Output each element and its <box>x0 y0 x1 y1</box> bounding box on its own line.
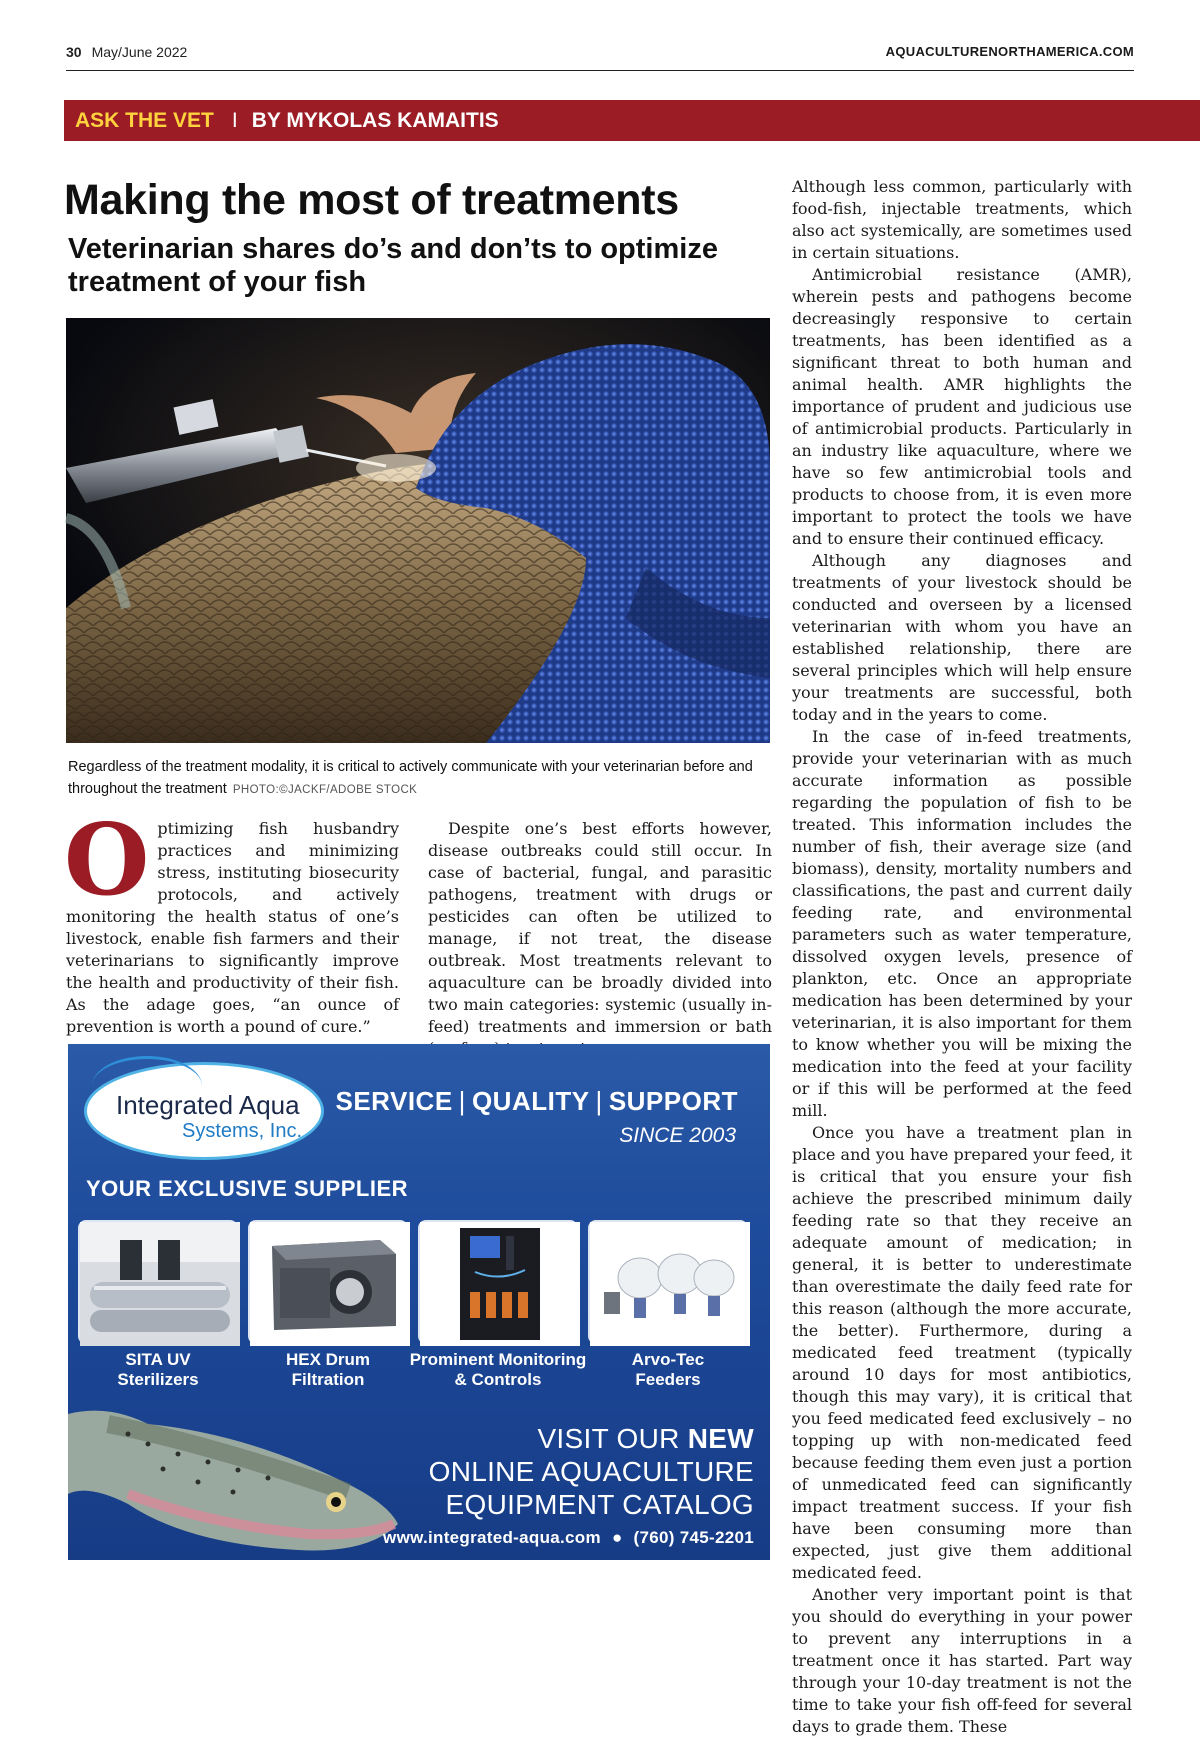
product-label: Prominent Monitoring & Controls <box>409 1350 587 1389</box>
product-image-uv[interactable] <box>78 1220 238 1344</box>
control-panel-icon <box>420 1222 580 1346</box>
ad-contact <box>383 1528 754 1548</box>
body-column-3 <box>792 176 1132 1738</box>
ad-supplier-heading: YOUR EXCLUSIVE SUPPLIER <box>86 1176 409 1201</box>
ad-tagline: SERVICE | QUALITY | SUPPORT <box>335 1086 738 1116</box>
page-folio <box>66 44 187 60</box>
ad-phone[interactable]: (760) 745-2201 <box>633 1528 754 1547</box>
site-url[interactable]: AQUACULTURENORTHAMERICA.COM <box>885 44 1134 59</box>
body-column-1 <box>64 803 399 1038</box>
ad-website-link[interactable]: www.integrated-aqua.com <box>383 1528 601 1547</box>
fish-injection-illustration <box>66 318 770 743</box>
paragraph: Once you have a treatment plan in place and you have prepared your feed, it is critical that you ensure your fish achieve the prescribed minimum daily feeding rate so that they receive an adequate amount of medication; in general, it is better to underestimate than overestimate the daily feed rate for this reason (although the more accurate, the better). Furthermore, during a medicated feed treatment (typically around 10 days for most antibiotics, though this may vary), it is critical that you feed medicated feed exclusively – no topping up with non-medicated feed because feeding them even just a portion of unmedicated feed can significantly impact treatment success. If your fish have been consuming more than expected, just give them additional medicated feed. <box>792 1123 1132 1582</box>
product-label: Arvo-Tec Feeders <box>631 1350 705 1389</box>
photo-caption <box>68 756 768 801</box>
paragraph: Although any diagnoses and treatments of your livestock should be conducted and overseen by a licensed veterinarian with whom you have an established relationship, there are several principles which will help ensure your treatments are successful, both today and in the years to come. <box>792 551 1132 724</box>
paragraph: Although less common, particularly with food-fish, injectable treatments, which also act systemically, are sometimes used in certain situations. <box>792 177 1132 262</box>
banner-separator: I <box>231 109 238 132</box>
product-image-controls[interactable] <box>418 1220 578 1344</box>
ad-since: SINCE 2003 <box>619 1124 736 1147</box>
paragraph: Antimicrobial resistance (AMR), wherein pests and pathogens become decreasingly responsive to certain treatments, has been identified as a significant threat to both human and animal health. AMR highlights the importance of prudent and judicious use of antimicrobial products. Particularly in an industry like aquaculture, where we have so few antimicrobial tools and products to choose from, it is even more important to protect the tools we have and to ensure their continued efficacy. <box>792 265 1132 548</box>
product-label: SITA UV Sterilizers <box>117 1350 199 1389</box>
advertisement[interactable] <box>68 1044 770 1560</box>
ad-catalog-promo: VISIT OUR NEW ONLINE AQUACULTURE EQUIPMENT CATALOG <box>428 1423 754 1520</box>
logo-subname: Systems, Inc. <box>182 1120 303 1142</box>
feeder-icon <box>590 1222 750 1346</box>
paragraph: Optimizing fish husbandry practices and minimizing stress, instituting biosecurity protocols, and actively monitoring the health status of one’s livestock, enable fish farmers and their veterinarians to significantly improve the health and productivity of their fish. As the adage goes, “an ounce of prevention is worth a pound of cure.” <box>64 803 399 1036</box>
photo-credit: PHOTO:©JACKF/ADOBE STOCK <box>232 784 418 796</box>
product-image-feeders[interactable] <box>588 1220 748 1344</box>
product-label: HEX Drum Filtration <box>285 1350 371 1389</box>
paragraph: In the case of in-feed treatments, provide your veterinarian with as much accurate information as possible regarding the population of fish to be treated. This information includes the number of fish, their average size (and biomass), density, mortality numbers and classifications, the past and current daily feeding rate, and environmental parameters such as water temperature, dissolved oxygen levels, presence of plankton, etc. Once an appropriate medication has been determined by your veterinarian, it is also important for them to know whether you will be mixing the medication into the feed at your facility or if this will be performed at the feed mill. <box>792 727 1132 1120</box>
header-rule <box>66 70 1134 71</box>
body-column-2 <box>428 818 772 1060</box>
page-number: 30 <box>66 44 82 60</box>
product-image-drum[interactable] <box>248 1220 408 1344</box>
article-subhead: Veterinarian shares do’s and don’ts to optimize treatment of your fish <box>68 233 718 298</box>
logo-name: Integrated Aqua <box>116 1090 300 1120</box>
paragraph: Despite one’s best efforts however, disease outbreaks could still occur. In case of bacterial, fungal, and parasitic pathogens, treatment with drugs or pesticides can often be utilized to manage, if not treat, the disease outbreak. Most treatments relevant to aquaculture can be broadly divided into two main categories: systemic (usually in-feed) treatments and immersion or bath <box>428 819 772 1036</box>
bullet-icon: ● <box>611 1528 623 1547</box>
drop-cap: O <box>64 803 150 918</box>
paragraph: Another very important point is that you should do everything in your power to prevent any interruptions in a treatment once it has started. Part way through your 10-day treatment is not the time to take your fish off-feed for several days to grade them. These <box>792 1585 1132 1736</box>
section-kicker: ASK THE VET <box>75 109 214 132</box>
caption-text: Regardless of the treatment modality, it is critical to actively communicate with your veterinarian before and throughout the treatment <box>68 759 753 797</box>
section-banner <box>64 100 1200 141</box>
byline: BY MYKOLAS KAMAITIS <box>251 109 499 132</box>
lead-photo <box>66 318 770 743</box>
advertiser-logo <box>84 1062 324 1162</box>
uv-sterilizer-icon <box>80 1222 240 1346</box>
article-headline: Making the most of treatments <box>64 176 679 224</box>
issue-date: May/June 2022 <box>91 44 188 60</box>
drum-filter-icon <box>250 1222 410 1346</box>
